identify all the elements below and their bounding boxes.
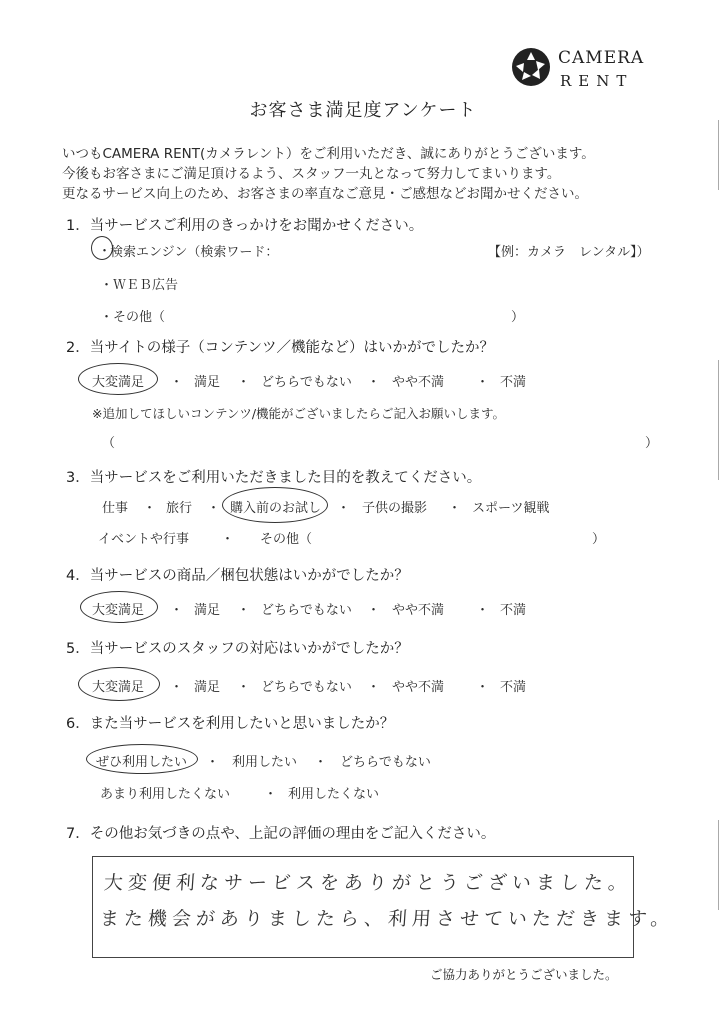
- separator-dot: ・: [314, 755, 328, 770]
- q3-option-other[interactable]: その他（: [260, 532, 313, 547]
- q6-option-definitely[interactable]: ぜひ利用したい: [96, 755, 188, 770]
- question-1: 1．当サービスご利用のきっかけをお聞かせください。: [66, 218, 424, 234]
- q3-option-events[interactable]: イベントや行事: [98, 532, 190, 547]
- close-paren: ）: [645, 436, 659, 451]
- q5-option-neutral[interactable]: どちらでもない: [261, 680, 352, 695]
- comment-answer-line-2: また機会がありましたら、利用させていただきます。: [99, 908, 676, 930]
- option-other[interactable]: ・その他（: [100, 310, 166, 325]
- q3-option-work[interactable]: 仕事: [102, 501, 129, 516]
- intro-line-2: 今後もお客さまにご満足頂けるよう、スタッフ一丸となって努力してまいります。: [62, 166, 561, 182]
- q3-option-sports[interactable]: スポーツ観戦: [472, 501, 550, 516]
- separator-dot: ・: [367, 603, 381, 618]
- q5-option-somewhat-dissatisfied[interactable]: やや不満: [392, 680, 445, 695]
- scan-edge-mark: [718, 820, 719, 910]
- separator-dot: ・: [367, 680, 381, 695]
- separator-dot: ・: [170, 603, 184, 618]
- camera-rent-logo: [510, 46, 650, 98]
- q6-option-neutral[interactable]: どちらでもない: [340, 755, 431, 770]
- page-title: お客さま満足度アンケート: [249, 100, 477, 121]
- separator-dot: ・: [170, 680, 184, 695]
- separator-dot: ・: [207, 501, 221, 516]
- option-search-engine[interactable]: 検索エンジン（検索ワード：: [110, 245, 279, 260]
- search-example: 【例：カメラ レンタル】）: [488, 245, 650, 260]
- close-paren: ）: [592, 532, 606, 547]
- close-paren: ）: [511, 310, 525, 325]
- separator-dot: ・: [337, 501, 351, 516]
- q2-note: ※追加してほしいコンテンツ/機能がございましたらご記入お願いします。: [92, 406, 506, 421]
- comment-answer-line-1: 大変便利なサービスをありがとうございました。: [103, 872, 633, 894]
- open-paren: （: [102, 436, 116, 451]
- q2-option-somewhat-dissatisfied[interactable]: やや不満: [392, 375, 445, 390]
- q6-option-not-really[interactable]: あまり利用したくない: [100, 787, 231, 802]
- separator-dot: ・: [221, 532, 235, 547]
- q5-option-dissatisfied[interactable]: 不満: [500, 680, 527, 695]
- q6-option-no[interactable]: 利用したくない: [288, 787, 380, 802]
- logo-line1: CAMERA: [558, 48, 645, 68]
- q4-option-dissatisfied[interactable]: 不満: [500, 603, 527, 618]
- aperture-icon: [510, 46, 552, 88]
- question-5: 5．当サービスのスタッフの対応はいかがでしたか？: [66, 641, 409, 657]
- separator-dot: ・: [143, 501, 157, 516]
- q4-option-neutral[interactable]: どちらでもない: [261, 603, 352, 618]
- separator-dot: ・: [476, 680, 490, 695]
- q5-option-very-satisfied[interactable]: 大変満足: [92, 680, 145, 695]
- intro-line-3: 更なるサービス向上のため、お客さまの率直なご意見・ご感想などお聞かせください。: [62, 186, 588, 202]
- intro-line-1: いつもCAMERA RENT(カメラレント）をご利用いただき、誠にありがとうございます。: [62, 146, 595, 162]
- separator-dot: ・: [264, 787, 278, 802]
- option-web-ad[interactable]: ・ＷＥＢ広告: [100, 278, 179, 293]
- q4-option-satisfied[interactable]: 満足: [194, 603, 221, 618]
- q4-option-very-satisfied[interactable]: 大変満足: [92, 603, 145, 618]
- question-6: 6．また当サービスを利用したいと思いましたか？: [66, 716, 395, 732]
- separator-dot: ・: [367, 375, 381, 390]
- q2-option-very-satisfied[interactable]: 大変満足: [92, 375, 145, 390]
- separator-dot: ・: [237, 603, 251, 618]
- question-7: 7．その他お気づきの点や、上記の評価の理由をご記入ください。: [66, 826, 496, 842]
- q6-option-yes[interactable]: 利用したい: [232, 755, 298, 770]
- separator-dot: ・: [476, 375, 490, 390]
- separator-dot: ・: [237, 680, 251, 695]
- q3-option-trial-before-purchase[interactable]: 購入前のお試し: [230, 501, 322, 516]
- question-3: 3．当サービスをご利用いただきました目的を教えてください。: [66, 470, 482, 486]
- question-4: 4．当サービスの商品／梱包状態はいかがでしたか？: [66, 568, 409, 584]
- separator-dot: ・: [476, 603, 490, 618]
- q2-option-satisfied[interactable]: 満足: [194, 375, 221, 390]
- q3-option-child-photos[interactable]: 子供の撮影: [362, 501, 428, 516]
- separator-dot: ・: [448, 501, 462, 516]
- question-2: 2．当サイトの様子（コンテンツ／機能など）はいかがでしたか？: [66, 340, 494, 356]
- bullet-dot: ・: [98, 244, 112, 259]
- q4-option-somewhat-dissatisfied[interactable]: やや不満: [392, 603, 445, 618]
- separator-dot: ・: [237, 375, 251, 390]
- scan-edge-mark: [718, 360, 719, 480]
- closing-thanks: ご協力ありがとうございました。: [430, 967, 618, 982]
- separator-dot: ・: [170, 375, 184, 390]
- logo-line2: RENT: [560, 72, 634, 90]
- scan-edge-mark: [718, 120, 719, 190]
- q2-option-neutral[interactable]: どちらでもない: [261, 375, 352, 390]
- q2-option-dissatisfied[interactable]: 不満: [500, 375, 527, 390]
- q3-option-travel[interactable]: 旅行: [166, 501, 193, 516]
- separator-dot: ・: [206, 755, 220, 770]
- q5-option-satisfied[interactable]: 満足: [194, 680, 221, 695]
